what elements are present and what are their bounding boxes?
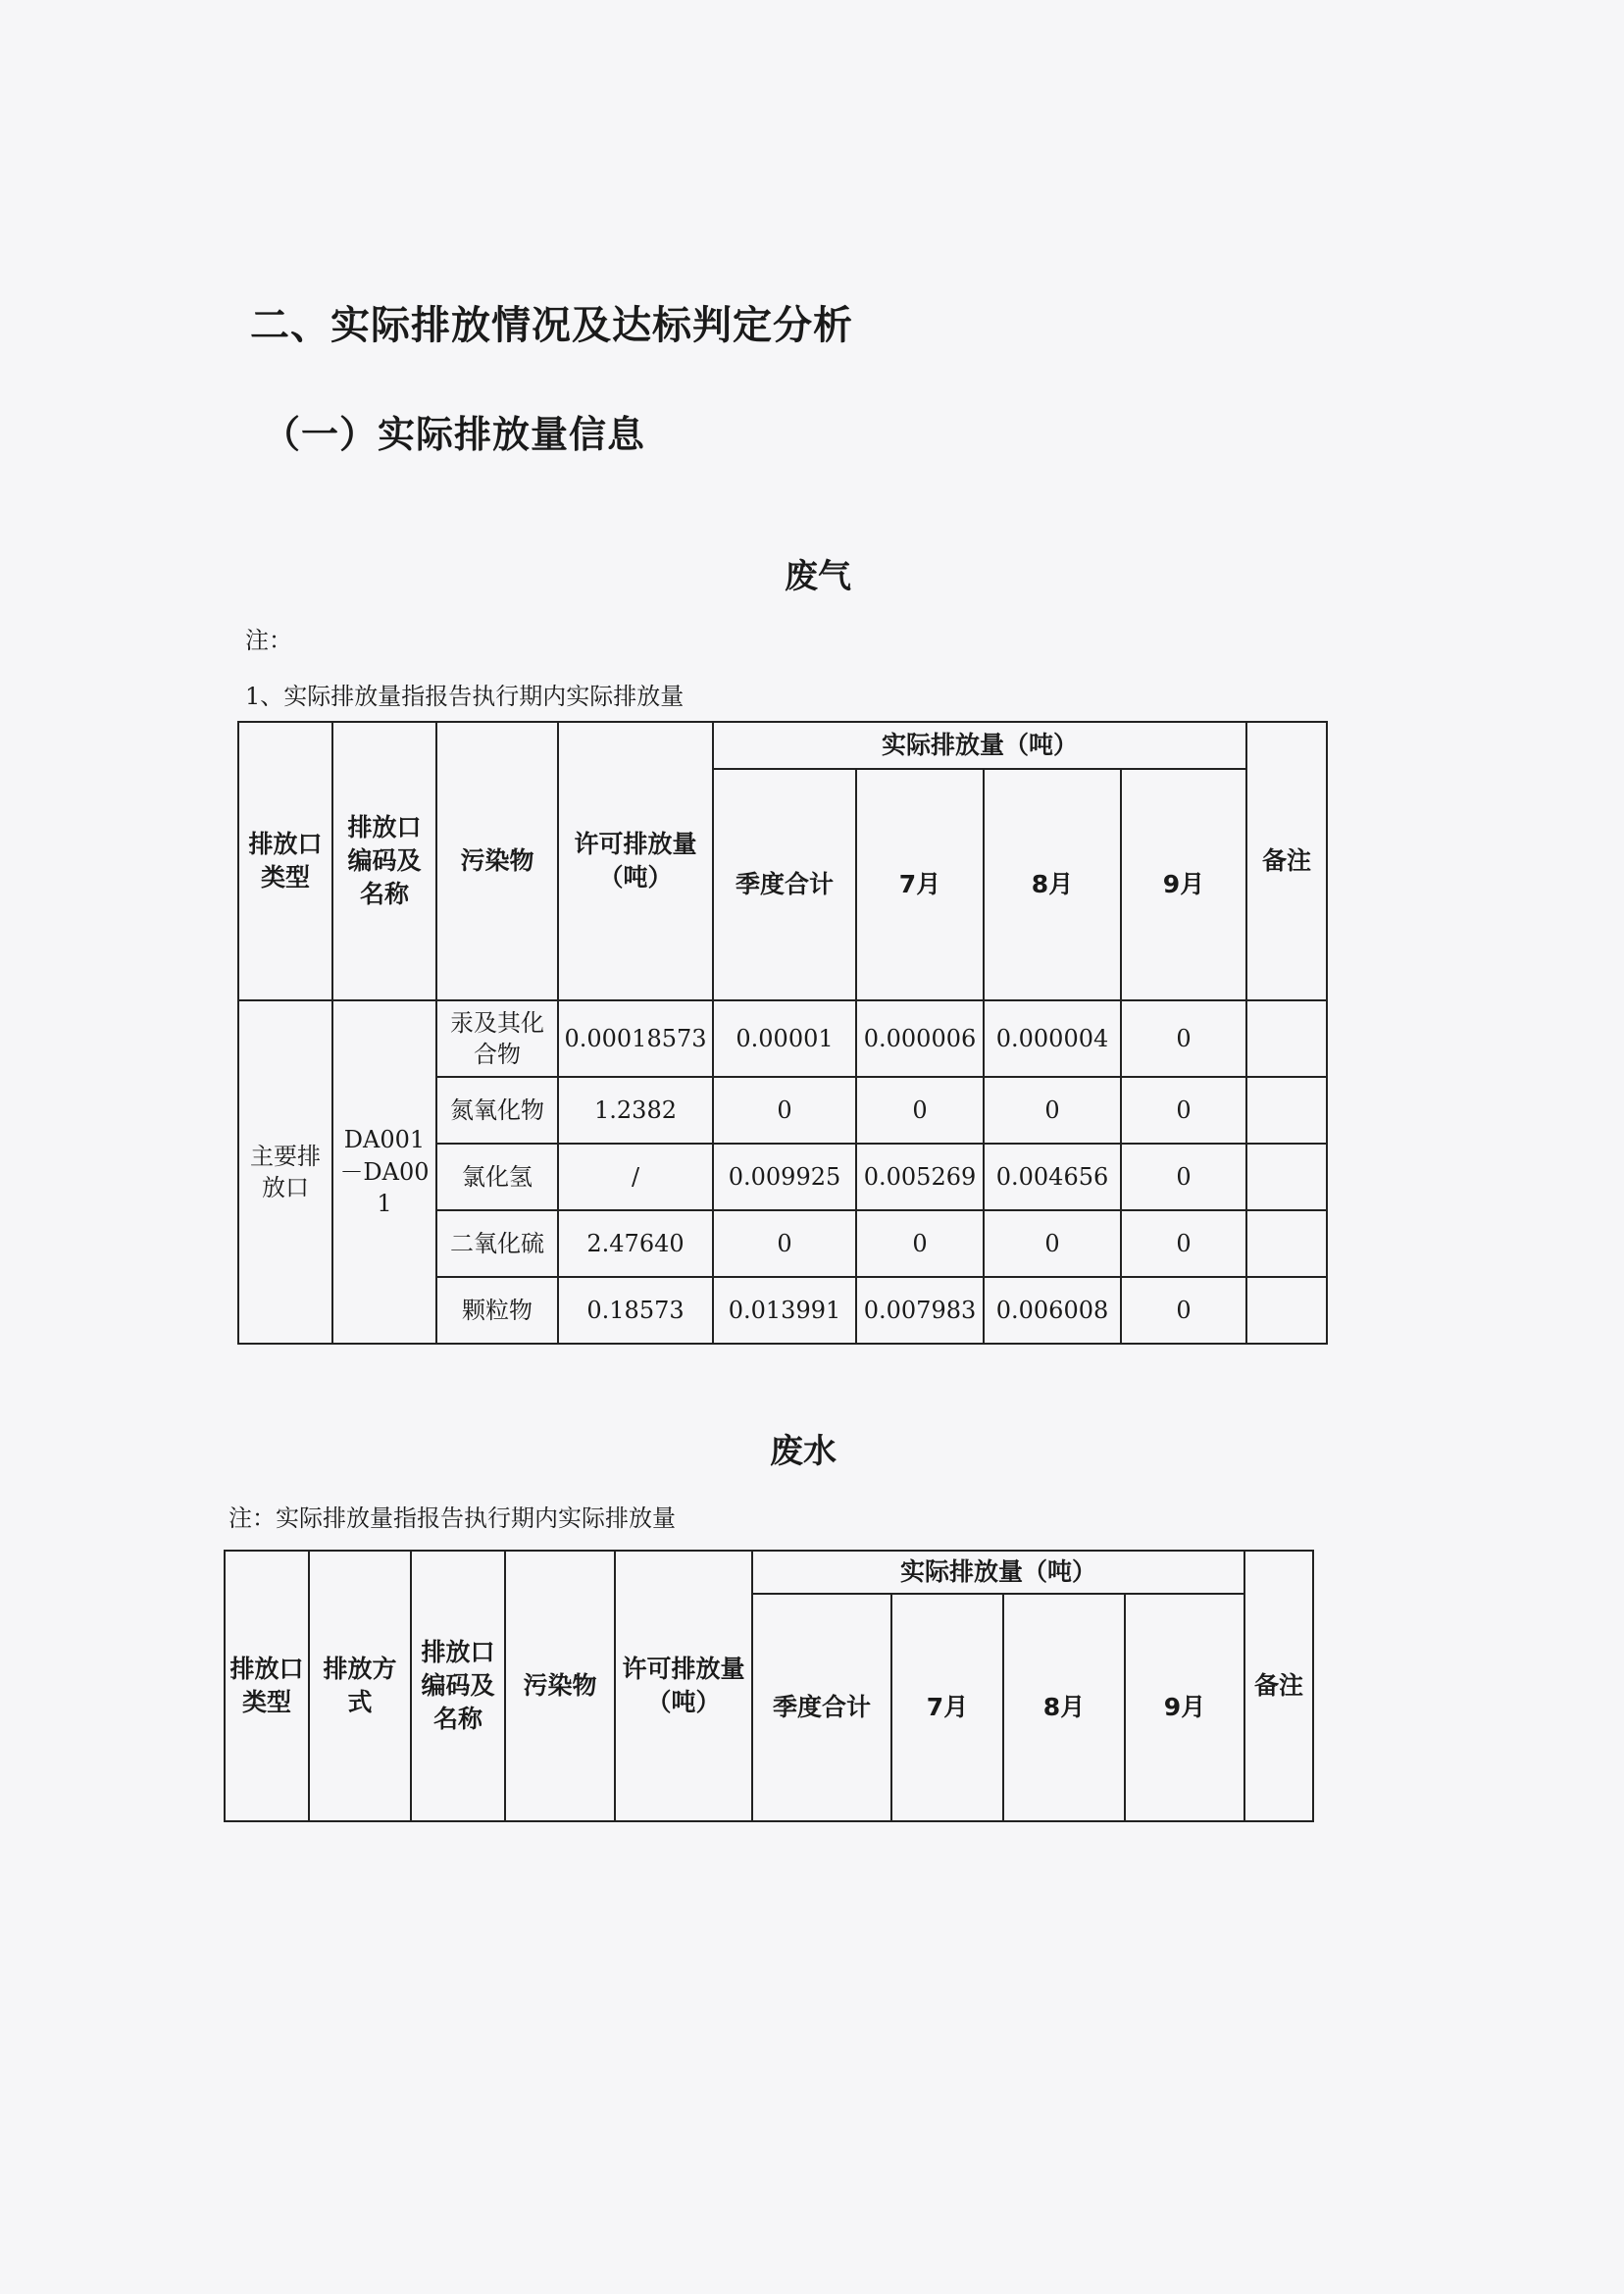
- header-outlet-type: 排放口类型: [238, 722, 332, 1000]
- month-8-cell: 0.004656: [984, 1144, 1121, 1210]
- outlet-code-cell: DA001－DA001: [332, 1000, 436, 1344]
- month-7-cell: 0.007983: [856, 1277, 984, 1344]
- month-8-cell: 0: [984, 1210, 1121, 1277]
- outlet-type-cell: 主要排放口: [238, 1000, 332, 1344]
- subsection-heading: （一）实际排放量信息: [263, 413, 646, 456]
- quarter-cell: 0.009925: [713, 1144, 856, 1210]
- month-7-cell: 0: [856, 1210, 984, 1277]
- month-9-cell: 0: [1121, 1144, 1246, 1210]
- quarter-cell: 0.00001: [713, 1000, 856, 1077]
- header-remark: 备注: [1244, 1551, 1313, 1821]
- header-month-9: 9月: [1125, 1594, 1244, 1821]
- header-outlet-code: 排放口编码及名称: [332, 722, 436, 1000]
- pollutant-cell: 汞及其化合物: [436, 1000, 558, 1077]
- pollutant-cell: 氮氧化物: [436, 1077, 558, 1144]
- gas-section-title: 废气: [785, 557, 851, 596]
- gas-header-row: [238, 722, 1327, 769]
- header-outlet-code: 排放口编码及名称: [411, 1551, 505, 1821]
- header-pollutant: 污染物: [436, 722, 558, 1000]
- water-section-title: 废水: [770, 1432, 837, 1471]
- pollutant-cell: 氯化氢: [436, 1144, 558, 1210]
- remark-cell: [1246, 1277, 1327, 1344]
- water-note: 注：实际排放量指报告执行期内实际排放量: [228, 1504, 676, 1532]
- permit-cell: /: [558, 1144, 713, 1210]
- pollutant-cell: 颗粒物: [436, 1277, 558, 1344]
- month-7-cell: 0: [856, 1077, 984, 1144]
- month-9-cell: 0: [1121, 1000, 1246, 1077]
- remark-cell: [1246, 1210, 1327, 1277]
- header-quarter: 季度合计: [713, 769, 856, 1000]
- pollutant-cell: 二氧化硫: [436, 1210, 558, 1277]
- section-heading: 二、实际排放情况及达标判定分析: [250, 303, 853, 348]
- header-permit: 许可排放量（吨）: [558, 722, 713, 1000]
- month-9-cell: 0: [1121, 1077, 1246, 1144]
- quarter-cell: 0: [713, 1077, 856, 1144]
- permit-cell: 2.47640: [558, 1210, 713, 1277]
- header-month-9: 9月: [1121, 769, 1246, 1000]
- header-remark: 备注: [1246, 722, 1327, 1000]
- header-month-7: 7月: [891, 1594, 1003, 1821]
- table-row: [238, 1000, 1327, 1077]
- permit-cell: 0.18573: [558, 1277, 713, 1344]
- permit-cell: 1.2382: [558, 1077, 713, 1144]
- permit-cell: 0.00018573: [558, 1000, 713, 1077]
- quarter-cell: 0.013991: [713, 1277, 856, 1344]
- header-actual: 实际排放量（吨）: [752, 1551, 1244, 1594]
- gas-note-line: 1、实际排放量指报告执行期内实际排放量: [245, 683, 685, 710]
- remark-cell: [1246, 1077, 1327, 1144]
- header-method: 排放方式: [309, 1551, 411, 1821]
- header-month-8: 8月: [984, 769, 1121, 1000]
- header-outlet-type: 排放口类型: [225, 1551, 309, 1821]
- gas-note-label: 注：: [245, 627, 292, 654]
- quarter-cell: 0: [713, 1210, 856, 1277]
- header-month-7: 7月: [856, 769, 984, 1000]
- month-8-cell: 0.006008: [984, 1277, 1121, 1344]
- remark-cell: [1246, 1144, 1327, 1210]
- header-permit: 许可排放量（吨）: [615, 1551, 752, 1821]
- water-header-row: [225, 1551, 1313, 1594]
- header-quarter: 季度合计: [752, 1594, 891, 1821]
- month-9-cell: 0: [1121, 1210, 1246, 1277]
- gas-emission-table: [237, 721, 1328, 1345]
- header-month-8: 8月: [1003, 1594, 1125, 1821]
- month-9-cell: 0: [1121, 1277, 1246, 1344]
- month-7-cell: 0.005269: [856, 1144, 984, 1210]
- water-emission-table: [224, 1550, 1314, 1822]
- month-8-cell: 0.000004: [984, 1000, 1121, 1077]
- header-actual: 实际排放量（吨）: [713, 722, 1246, 769]
- month-8-cell: 0: [984, 1077, 1121, 1144]
- month-7-cell: 0.000006: [856, 1000, 984, 1077]
- header-pollutant: 污染物: [505, 1551, 615, 1821]
- remark-cell: [1246, 1000, 1327, 1077]
